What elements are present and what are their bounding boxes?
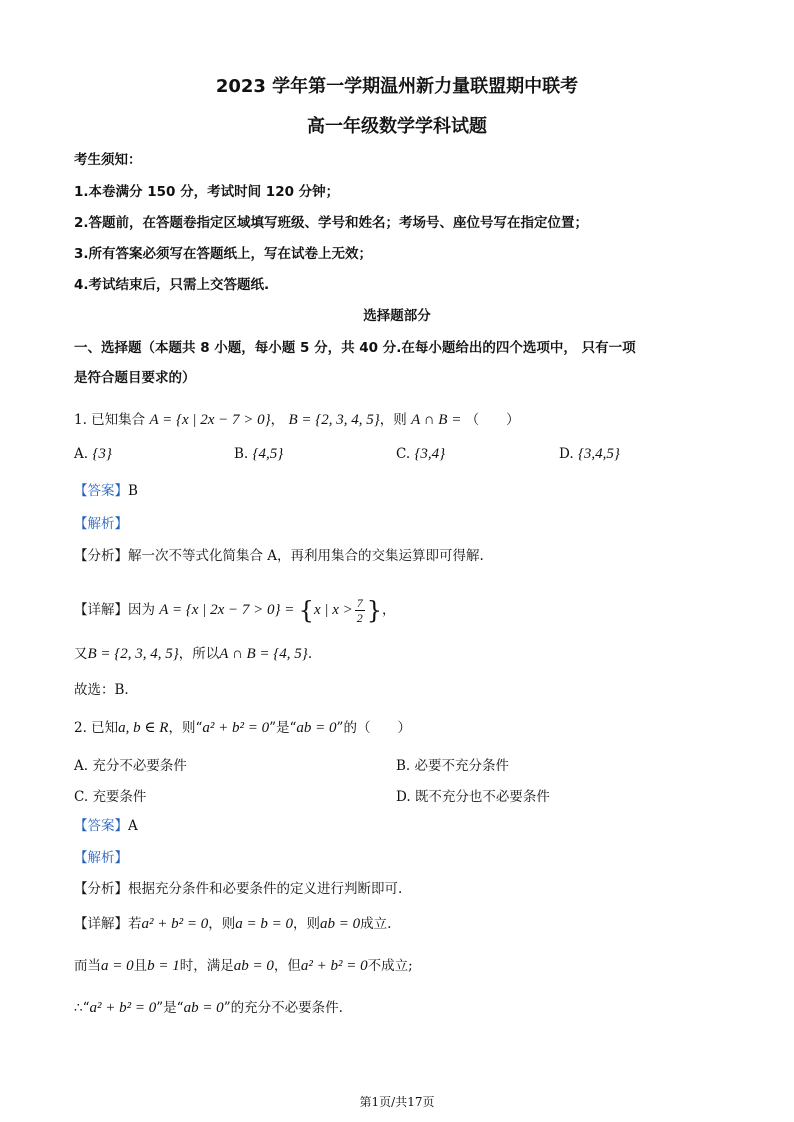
exam-subtitle: 高一年级数学学科试题 <box>307 116 487 137</box>
notice-item: 1.本卷满分 150 分，考试时间 120 分钟； <box>74 184 340 200</box>
q1-option-a: A. {3} <box>74 446 112 462</box>
q1-fenxi: 【分析】解一次不等式化简集合 A，再利用集合的交集运算即可得解. <box>74 548 484 564</box>
notice-item: 4.考试结束后，只需上交答题纸. <box>74 277 270 293</box>
q1-prefix: 1. 已知集合 <box>74 412 146 428</box>
notice-item: 3.所有答案必须写在答题纸上，写在试卷上无效； <box>74 246 373 262</box>
q1-set-b: B = {2, 3, 4, 5} <box>288 412 380 428</box>
q2-xiangjie-line2: 而当a = 0且b = 1时，满足ab = 0，但a² + b² = 0不成立; <box>74 958 413 974</box>
q1-xiangjie: 【详解】因为 A = {x | 2x − 7 > 0} = {x | x > $\frac{7}{2}$ }， <box>74 596 396 625</box>
q2-option-c: C. 充要条件 <box>74 789 147 805</box>
q1-ask: A ∩ B = <box>411 412 462 428</box>
notice-heading: 考生须知： <box>74 152 142 168</box>
answer-tag: 【答案】 <box>74 483 128 499</box>
q1-answer: 【答案】B <box>74 483 138 499</box>
q2-xiangjie: 【详解】若a² + b² = 0，则a = b = 0，则ab = 0成立. <box>74 916 392 932</box>
fraction-seven-halves: $\frac{7}{2}$ <box>356 596 363 625</box>
section-instruction-cont: 是符合题目要求的） <box>74 370 196 386</box>
q1-suffix: ，则 <box>379 412 407 428</box>
notice-item: 2.答题前，在答题卷指定区域填写班级、学号和姓名；考场号、座位号写在指定位置； <box>74 215 589 231</box>
q2-stem: 2. 已知a, b ∈ R，则“a² + b² = 0”是“ab = 0”的（ ） <box>74 720 411 736</box>
q1-comma: ， <box>270 412 285 428</box>
page-footer: 第1页/共17页 <box>359 1095 435 1109</box>
q2-analysis-tag: 【解析】 <box>74 850 128 866</box>
q2-answer: 【答案】A <box>74 818 138 834</box>
q1-option-d: D. {3,4,5} <box>559 446 620 462</box>
q1-option-c: C. {3,4} <box>396 446 446 462</box>
q2-fenxi: 【分析】根据充分条件和必要条件的定义进行判断即可. <box>74 881 403 897</box>
q2-conclusion: ∴“a² + b² = 0”是“ab = 0”的充分不必要条件. <box>74 1000 343 1016</box>
q1-set-a: A = {x | 2x − 7 > 0} <box>149 412 271 428</box>
q1-choose: 故选：B. <box>74 682 129 698</box>
answer-tag: 【答案】 <box>74 818 128 834</box>
q1-stem <box>74 410 720 430</box>
q1-analysis-tag: 【解析】 <box>74 516 128 532</box>
section-instruction: 一、选择题（本题共 8 小题，每小题 5 分，共 40 分.在每小题给出的四个选项中， 只有一项 <box>74 340 636 356</box>
q1-paren: （ ） <box>465 412 520 428</box>
exam-title: 2023 学年第一学期温州新力量联盟期中联考 <box>215 76 579 97</box>
q2-option-a: A. 充分不必要条件 <box>74 758 187 774</box>
section-title: 选择题部分 <box>363 308 431 324</box>
q1-option-b: B. {4,5} <box>234 446 284 462</box>
q1-xiangjie-line2: 又B = {2, 3, 4, 5}，所以A ∩ B = {4, 5}. <box>74 646 313 662</box>
q2-option-d: D. 既不充分也不必要条件 <box>396 789 550 805</box>
q2-option-b: B. 必要不充分条件 <box>396 758 510 774</box>
